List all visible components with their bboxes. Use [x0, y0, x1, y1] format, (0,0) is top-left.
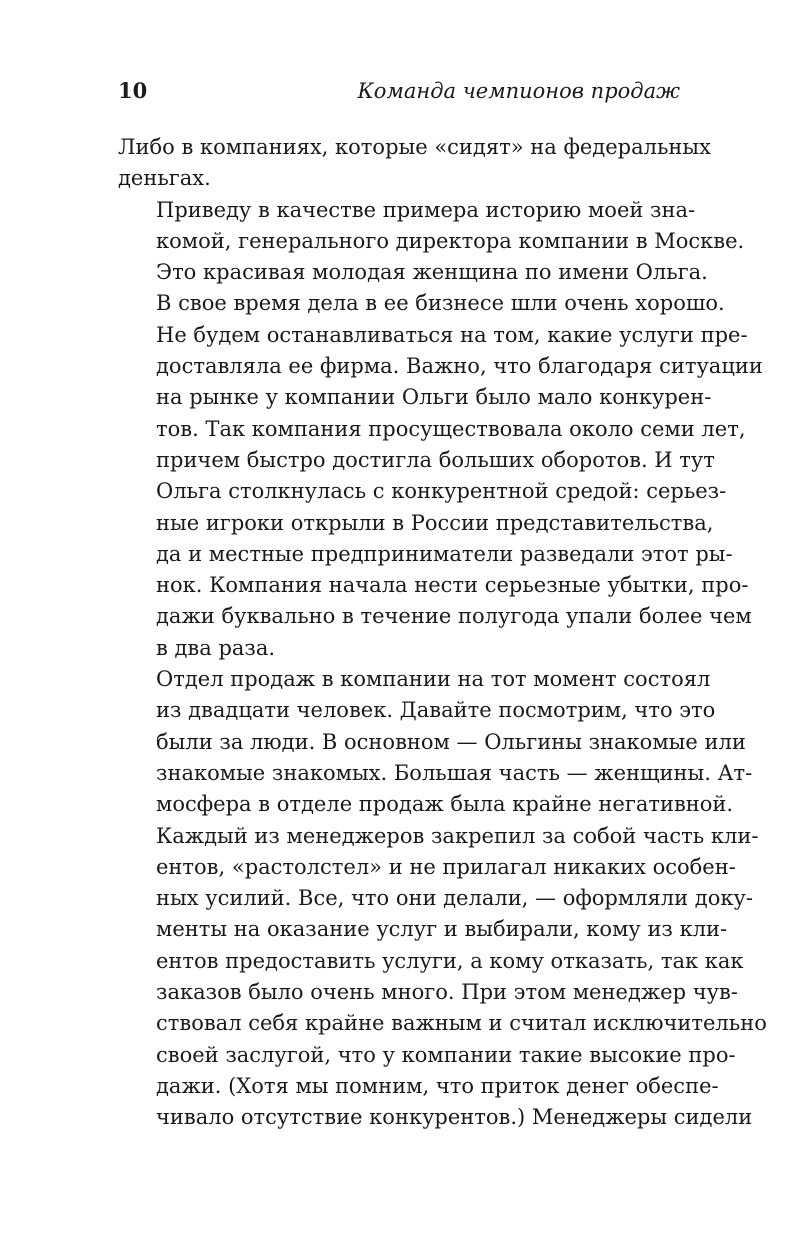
text-line: В свое время дела в ее бизнесе шли очень хорошо.: [156, 291, 725, 316]
text-line: ных усилий. Все, что они делали, — оформляли доку-: [156, 886, 753, 911]
text-line: Отдел продаж в компании на тот момент состоял: [156, 667, 711, 692]
text-line: Не будем останавливаться на том, какие услуги пре-: [156, 322, 748, 347]
text-line: из двадцати человек. Давайте посмотрим, что это: [156, 698, 716, 723]
page-number: 10: [118, 78, 148, 103]
text-line: мосфера в отделе продаж была крайне негативной.: [156, 792, 734, 817]
text-line: в два раза.: [156, 635, 276, 660]
book-page: [118, 78, 767, 1134]
running-head: [118, 78, 680, 112]
text-line: Ольга столкнулась с конкурентной средой: серьез-: [156, 479, 727, 504]
text-line: были за люди. В основном — Ольгины знакомые или: [156, 729, 746, 754]
text-line: дажи. (Хотя мы помним, что приток денег обеспе-: [156, 1073, 719, 1098]
text-line: чивало отсутствие конкурентов.) Менеджеры сидели: [156, 1105, 753, 1130]
text-line: комой, генерального директора компании в Москве.: [156, 228, 745, 253]
text-line: знакомые знакомых. Большая часть — женщины. Ат-: [156, 760, 753, 785]
text-line: причем быстро достигла больших оборотов. И тут: [156, 447, 715, 472]
text-line: Приведу в качестве примера историю моей зна-: [156, 197, 696, 222]
text-line: доставляла ее фирма. Важно, что благодаря ситуации: [156, 354, 763, 379]
text-line: заказов было очень много. При этом менеджер чув-: [156, 980, 738, 1005]
text-line: Это красивая молодая женщина по имени Ольга.: [156, 260, 708, 285]
text-line: менты на оказание услуг и выбирали, кому из кли-: [156, 917, 728, 942]
text-line: деньгах.: [118, 166, 211, 191]
paragraph: [118, 132, 711, 195]
text-line: ствовал себя крайне важным и считал исключительно: [156, 1011, 767, 1036]
paragraph: [118, 664, 767, 1133]
text-line: своей заслугой, что у компании такие высокие про-: [156, 1042, 736, 1067]
text-line: ентов, «растолстел» и не прилагал никаких особен-: [156, 854, 736, 879]
text-line: да и местные предприниматели разведали этот ры-: [156, 541, 733, 566]
text-line: на рынке у компании Ольги было мало конкурен-: [156, 385, 712, 410]
text-line: тов. Так компания просуществовала около семи лет,: [156, 416, 746, 441]
text-line: Каждый из менеджеров закрепил за собой часть кли-: [156, 823, 759, 848]
paragraph: [118, 195, 763, 664]
text-line: Либо в компаниях, которые «сидят» на федеральных: [118, 135, 711, 159]
body-text: [118, 132, 767, 1134]
text-line: нок. Компания начала нести серьезные убытки, про-: [156, 573, 749, 598]
text-line: ные игроки открыли в России представительства,: [156, 510, 714, 535]
text-line: ентов предоставить услуги, а кому отказать, так как: [156, 948, 744, 973]
running-title: Команда чемпионов продаж: [357, 79, 680, 103]
text-line: дажи буквально в течение полугода упали более чем: [156, 604, 752, 629]
